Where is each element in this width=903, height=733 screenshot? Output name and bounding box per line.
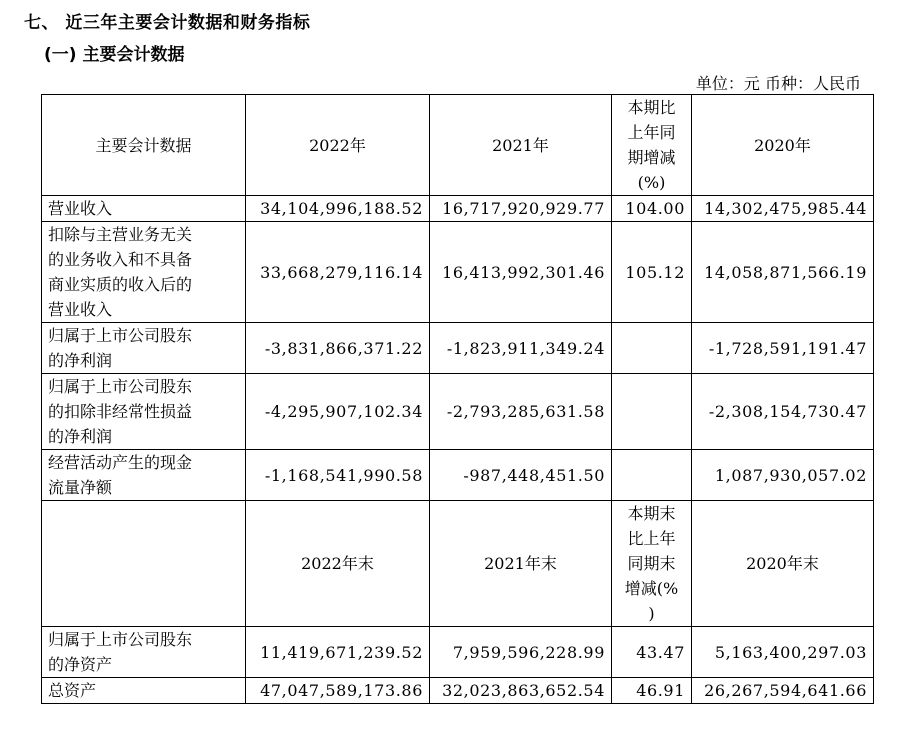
- header-cell: 2022年: [246, 95, 430, 196]
- value-cell: 34,104,996,188.52: [246, 196, 430, 222]
- cell-line: 的净利润: [48, 427, 113, 446]
- change-cell: [612, 374, 692, 450]
- cell-line: 比上年: [627, 529, 676, 548]
- cell-line: (%): [637, 173, 666, 192]
- value-cell: 14,302,475,985.44: [692, 196, 874, 222]
- table-header-row: [42, 501, 874, 627]
- cell-line: 增减(%: [624, 579, 679, 598]
- cell-line: 的净资产: [48, 655, 113, 674]
- change-cell: 105.12: [612, 222, 692, 323]
- table-row: [42, 678, 874, 704]
- value-cell: -2,308,154,730.47: [692, 374, 874, 450]
- table-row: [42, 627, 874, 678]
- cell-line: 归属于上市公司股东: [48, 326, 193, 345]
- row-label: [42, 450, 246, 501]
- header-cell: 2021年末: [430, 501, 612, 627]
- header-cell: 2021年: [430, 95, 612, 196]
- row-label: [42, 374, 246, 450]
- value-cell: 14,058,871,566.19: [692, 222, 874, 323]
- cell-line: 营业收入: [48, 199, 113, 218]
- cell-line: 的扣除非经常性损益: [48, 402, 193, 421]
- value-cell: 26,267,594,641.66: [692, 678, 874, 704]
- value-cell: 16,413,992,301.46: [430, 222, 612, 323]
- cell-line: 同期末: [627, 554, 676, 573]
- cell-line: 本期末: [627, 504, 676, 523]
- header-cell: [42, 501, 246, 627]
- table-header-row: [42, 95, 874, 196]
- header-cell: 2020年: [692, 95, 874, 196]
- header-cell-change: [612, 95, 692, 196]
- table-row: [42, 323, 874, 374]
- value-cell: 5,163,400,297.03: [692, 627, 874, 678]
- change-cell: 46.91: [612, 678, 692, 704]
- cell-line: 的业务收入和不具备: [48, 250, 193, 269]
- value-cell: 47,047,589,173.86: [246, 678, 430, 704]
- cell-line: 总资产: [48, 681, 97, 700]
- header-cell: 2022年末: [246, 501, 430, 627]
- cell-line: 上年同: [627, 123, 676, 142]
- cell-line: 的净利润: [48, 351, 113, 370]
- value-cell: 33,668,279,116.14: [246, 222, 430, 323]
- row-label: [42, 222, 246, 323]
- value-cell: 11,419,671,239.52: [246, 627, 430, 678]
- row-label: [42, 627, 246, 678]
- header-cell: 主要会计数据: [42, 95, 246, 196]
- value-cell: -1,823,911,349.24: [430, 323, 612, 374]
- value-cell: 7,959,596,228.99: [430, 627, 612, 678]
- value-cell: 16,717,920,929.77: [430, 196, 612, 222]
- table-row: [42, 450, 874, 501]
- header-cell-change: [612, 501, 692, 627]
- change-cell: 104.00: [612, 196, 692, 222]
- value-cell: -987,448,451.50: [430, 450, 612, 501]
- cell-line: 营业收入: [48, 300, 113, 319]
- table-row: [42, 222, 874, 323]
- change-cell: [612, 450, 692, 501]
- cell-line: 归属于上市公司股东: [48, 630, 193, 649]
- cell-line: ): [648, 604, 655, 623]
- value-cell: -3,831,866,371.22: [246, 323, 430, 374]
- cell-line: 经营活动产生的现金: [48, 453, 193, 472]
- value-cell: -2,793,285,631.58: [430, 374, 612, 450]
- value-cell: -4,295,907,102.34: [246, 374, 430, 450]
- cell-line: 商业实质的收入后的: [48, 275, 193, 294]
- row-label: [42, 678, 246, 704]
- cell-line: 扣除与主营业务无关: [48, 225, 193, 244]
- row-label: [42, 323, 246, 374]
- change-cell: 43.47: [612, 627, 692, 678]
- value-cell: 32,023,863,652.54: [430, 678, 612, 704]
- unit-currency-note: 单位：元 币种：人民币: [695, 74, 861, 93]
- row-label: [42, 196, 246, 222]
- cell-line: 归属于上市公司股东: [48, 377, 193, 396]
- change-cell: [612, 323, 692, 374]
- header-cell: 2020年末: [692, 501, 874, 627]
- key-accounting-data-table: [41, 94, 874, 704]
- table-body: [42, 95, 874, 704]
- table-row: [42, 196, 874, 222]
- cell-line: 流量净额: [48, 478, 113, 497]
- value-cell: -1,168,541,990.58: [246, 450, 430, 501]
- cell-line: 期增减: [627, 148, 676, 167]
- table-row: [42, 374, 874, 450]
- cell-line: 本期比: [627, 98, 676, 117]
- value-cell: 1,087,930,057.02: [692, 450, 874, 501]
- subsection-heading: (一) 主要会计数据: [44, 45, 185, 65]
- value-cell: -1,728,591,191.47: [692, 323, 874, 374]
- section-heading: 七、 近三年主要会计数据和财务指标: [24, 13, 311, 33]
